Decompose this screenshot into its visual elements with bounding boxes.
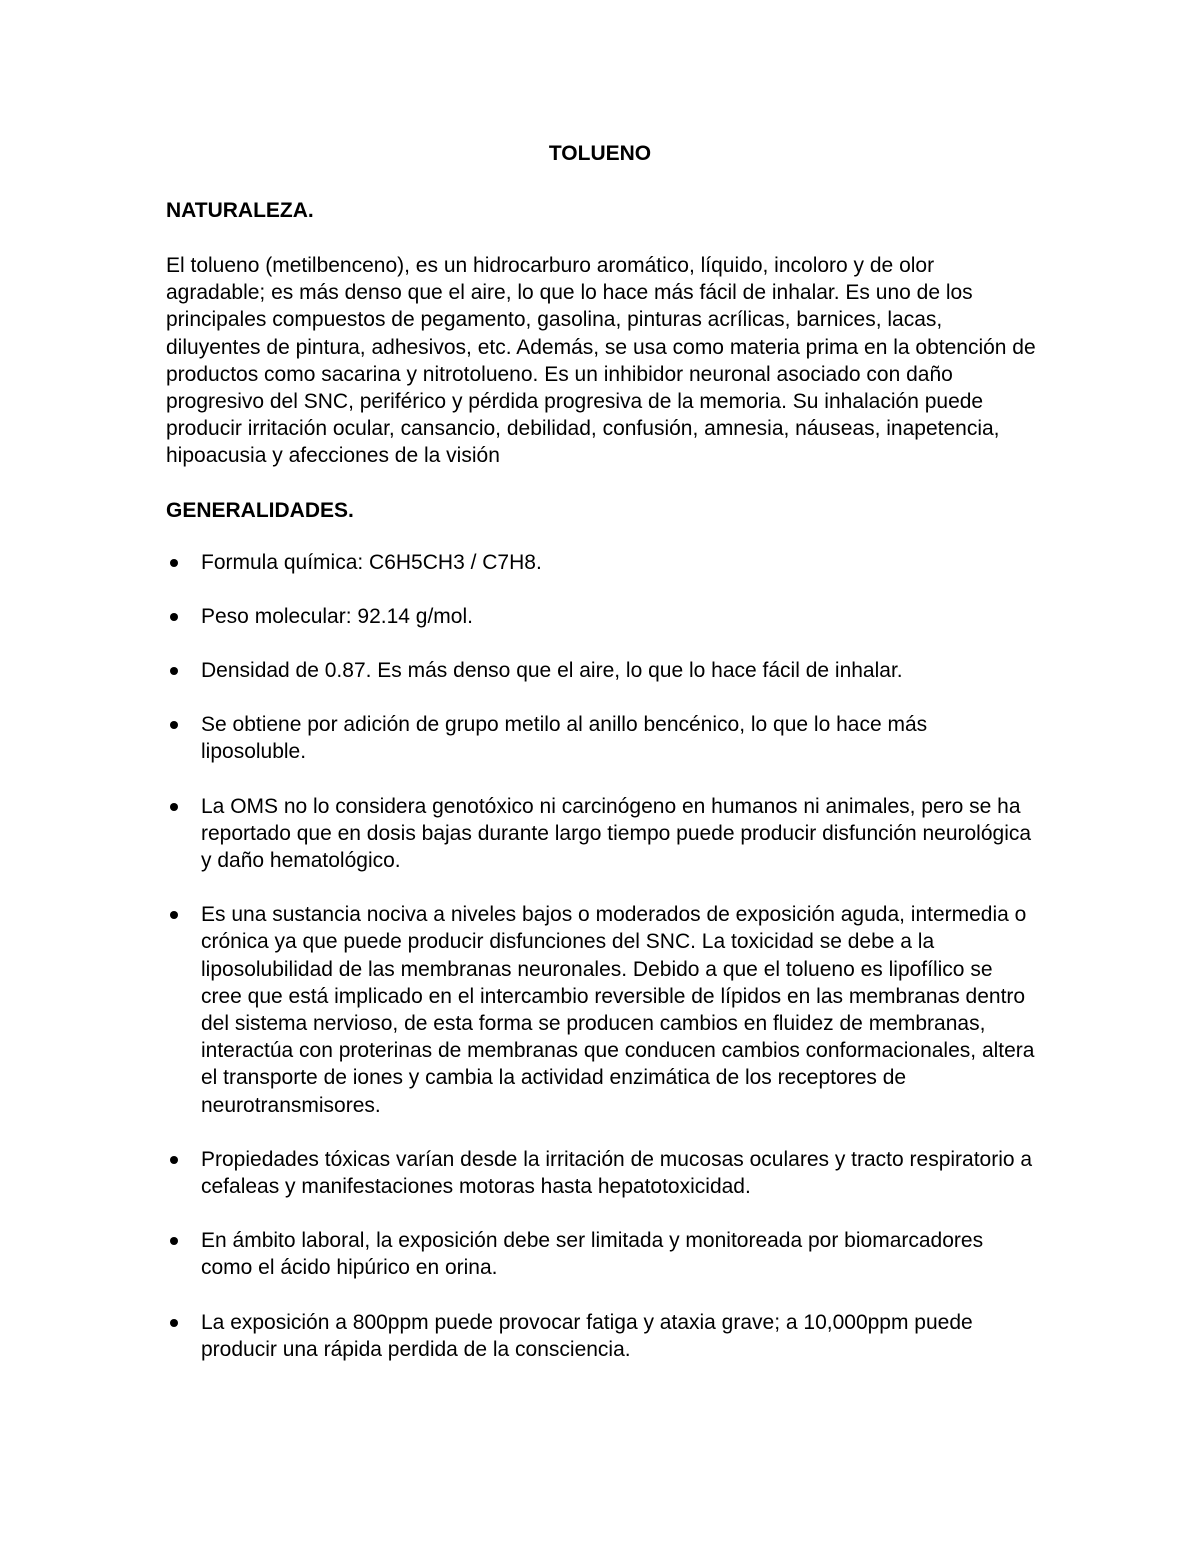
- list-item-text: Peso molecular: 92.14 g/mol.: [201, 604, 473, 628]
- section-paragraph-naturaleza: El tolueno (metilbenceno), es un hidrocarburo aromático, líquido, incoloro y de olor agradable; es más denso que el aire, lo que lo hace más fácil de inhalar. Es uno de los principales compuestos de pegamento, gasolina, pinturas acrílicas, barnices, lacas, diluyentes de pintura, adhesivos, etc. Además, se usa como materia prima en la obtención de productos como sacarina y nitrotolueno. Es un inhibidor neuronal asociado con daño progresivo del SNC, periférico y pérdida progresiva de la memoria. Su inhalación puede producir irritación ocular, cansancio, debilidad, confusión, amnesia, náuseas, inapetencia, hipoacusia y afecciones de la visión: [166, 254, 1036, 468]
- list-item-text: Propiedades tóxicas varían desde la irritación de mucosas oculares y tracto respiratorio a cefaleas y manifestaciones motoras hasta hepatotoxicidad.: [201, 1147, 1033, 1199]
- list-item-text: Densidad de 0.87. Es más denso que el aire, lo que lo hace fácil de inhalar.: [201, 659, 903, 683]
- document-page: [166, 138, 1036, 1390]
- section-heading-naturaleza: NATURALEZA.: [166, 199, 314, 222]
- list-item: [166, 1146, 1036, 1200]
- list-item-text: Es una sustancia nociva a niveles bajos o moderados de exposición aguda, intermedia o crónica ya que puede producir disfunciones del SNC. La toxicidad se debe a la liposolubilidad de las membranas neuronales. Debido a que el tolueno es lipofílico se cree que está implicado en el intercambio reversible de lípidos en las membranas dentro del sistema nervioso, de esta forma se producen cambios en fluidez de membranas, interactúa con proterinas de membranas que conducen cambios conformacionales, altera el transporte de iones y cambia la actividad enzimática de los receptores de neurotransmisores.: [201, 903, 1035, 1117]
- list-item: [166, 711, 1036, 765]
- list-item-text: Formula química: C6H5CH3 / C7H8.: [201, 550, 542, 574]
- list-item: [166, 603, 1036, 630]
- bullet-icon: [170, 667, 178, 675]
- document-title: TOLUENO: [548, 142, 652, 165]
- list-item: [166, 793, 1036, 875]
- list-item-text: La OMS no lo considera genotóxico ni carcinógeno en humanos ni animales, pero se ha reportado que en dosis bajas durante largo tiempo puede producir disfunción neurológica y daño hematológico.: [201, 794, 1032, 873]
- bullet-icon: [170, 803, 178, 811]
- bullet-icon: [170, 613, 178, 621]
- bullet-icon: [170, 1156, 178, 1164]
- bullet-icon: [170, 1319, 178, 1327]
- bullet-icon: [170, 911, 178, 919]
- bullet-icon: [170, 721, 178, 729]
- bullet-icon: [170, 559, 178, 567]
- list-item-text: En ámbito laboral, la exposición debe ser limitada y monitoreada por biomarcadores como el ácido hipúrico en orina.: [201, 1229, 984, 1280]
- list-item: [166, 901, 1036, 1119]
- bullet-icon: [170, 1237, 178, 1245]
- list-item: [166, 657, 1036, 684]
- generalidades-bullet-list: [166, 549, 1036, 1363]
- list-item: [166, 1227, 1036, 1281]
- list-item-text: La exposición a 800ppm puede provocar fatiga y ataxia grave; a 10,000ppm puede producir una rápida perdida de la consciencia.: [201, 1310, 973, 1361]
- section-heading-generalidades: GENERALIDADES.: [166, 498, 354, 522]
- list-item: [166, 549, 1036, 576]
- list-item: [166, 1309, 1036, 1363]
- list-item-text: Se obtiene por adición de grupo metilo al anillo bencénico, lo que lo hace más liposoluble.: [201, 713, 928, 764]
